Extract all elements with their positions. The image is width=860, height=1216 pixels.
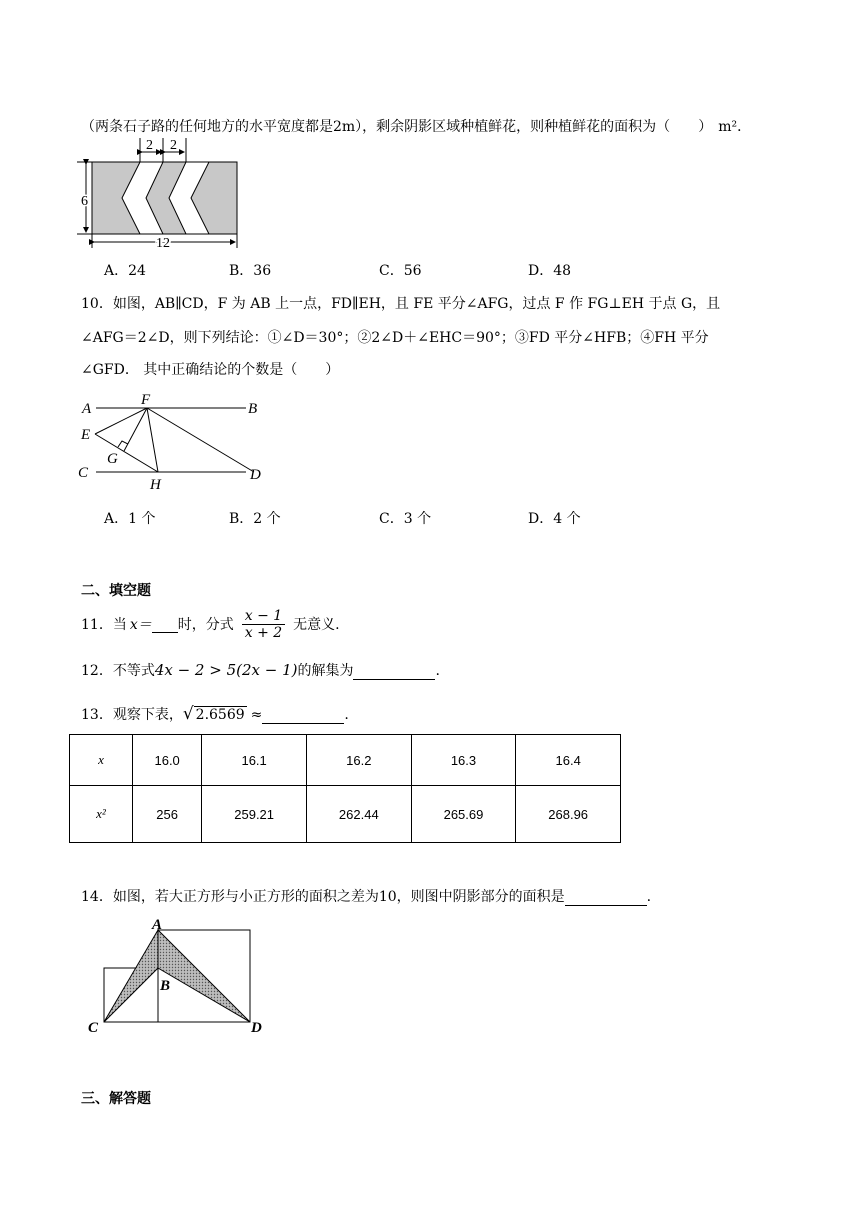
q9-option-c: C．56 xyxy=(379,263,422,279)
q9-figure xyxy=(74,134,244,252)
q9-dim-top-right: 2 xyxy=(170,138,177,153)
q9-options xyxy=(0,260,860,280)
q10-figure xyxy=(74,390,274,492)
svg-text:D: D xyxy=(251,1020,262,1036)
q14-blank xyxy=(565,889,647,906)
svg-text:B: B xyxy=(248,401,258,417)
svg-text:G: G xyxy=(107,451,118,467)
svg-text:A: A xyxy=(152,917,163,933)
svg-text:F: F xyxy=(141,392,151,408)
section-fill-in: 二、填空题 xyxy=(81,583,151,599)
q13: 13．观察下表，√ 2.6569 ≈ . xyxy=(81,704,349,724)
svg-text:C: C xyxy=(78,465,89,481)
section-solve: 三、解答题 xyxy=(81,1091,151,1107)
q10-line3: ∠GFD． 其中正确结论的个数是（ ） xyxy=(81,362,340,378)
q11: 11．当 x＝ 时，分式 $\frac{x - 1}{x + 2}$ 无意义. xyxy=(81,607,340,641)
q12: 12．不等式4x − 2 > 5(2x − 1)的解集为 . xyxy=(81,661,440,679)
q9-option-a: A．24 xyxy=(104,263,146,279)
q9-dim-width: 12 xyxy=(156,236,170,251)
q9-option-d: D．48 xyxy=(528,263,572,279)
q10-option-d: D．4 个 xyxy=(528,511,581,527)
svg-text:D: D xyxy=(250,467,261,483)
q10-line2: ∠AFG＝2∠D，则下列结论：①∠D＝30°；②2∠D＋∠EHC＝90°；③FD 平分∠HFB；④FH 平分 xyxy=(81,330,709,346)
q14-figure xyxy=(84,912,274,1040)
q9-dim-top-left: 2 xyxy=(146,138,153,153)
table-row: x² 256 259.21 262.44 265.69 268.96 xyxy=(70,786,621,843)
q12-blank xyxy=(353,663,435,680)
svg-text:A: A xyxy=(82,401,92,417)
q10-option-c: C．3 个 xyxy=(379,511,432,527)
q13-blank xyxy=(262,707,344,724)
svg-text:C: C xyxy=(88,1020,99,1036)
q10-option-a: A．1 个 xyxy=(104,511,156,527)
q10-option-b: B．2 个 xyxy=(229,511,281,527)
table-row: x 16.0 16.1 16.2 16.3 16.4 xyxy=(70,735,621,786)
q14: 14．如图，若大正方形与小正方形的面积之差为10，则图中阴影部分的面积是 . xyxy=(81,889,652,905)
q9-option-b: B．36 xyxy=(229,263,272,279)
svg-text:E: E xyxy=(81,427,91,443)
q10-line1: 10．如图，AB∥CD，F 为 AB 上一点，FD∥EH，且 FE 平分∠AFG，过点 F 作 FG⊥EH 于点 G，且 xyxy=(81,296,721,312)
svg-text:B: B xyxy=(160,978,171,994)
svg-text:H: H xyxy=(150,477,161,492)
q11-blank xyxy=(152,616,178,633)
q9-dim-height: 6 xyxy=(81,194,88,209)
q11-fraction: $\frac{x - 1}{x + 2}$ xyxy=(242,608,285,641)
q13-table xyxy=(69,734,621,843)
q10-options xyxy=(0,508,860,528)
q9-text: （两条石子路的任何地方的水平宽度都是2m），剩余阴影区域种植鲜花，则种植鲜花的面积为（ ） m²． xyxy=(81,119,752,135)
